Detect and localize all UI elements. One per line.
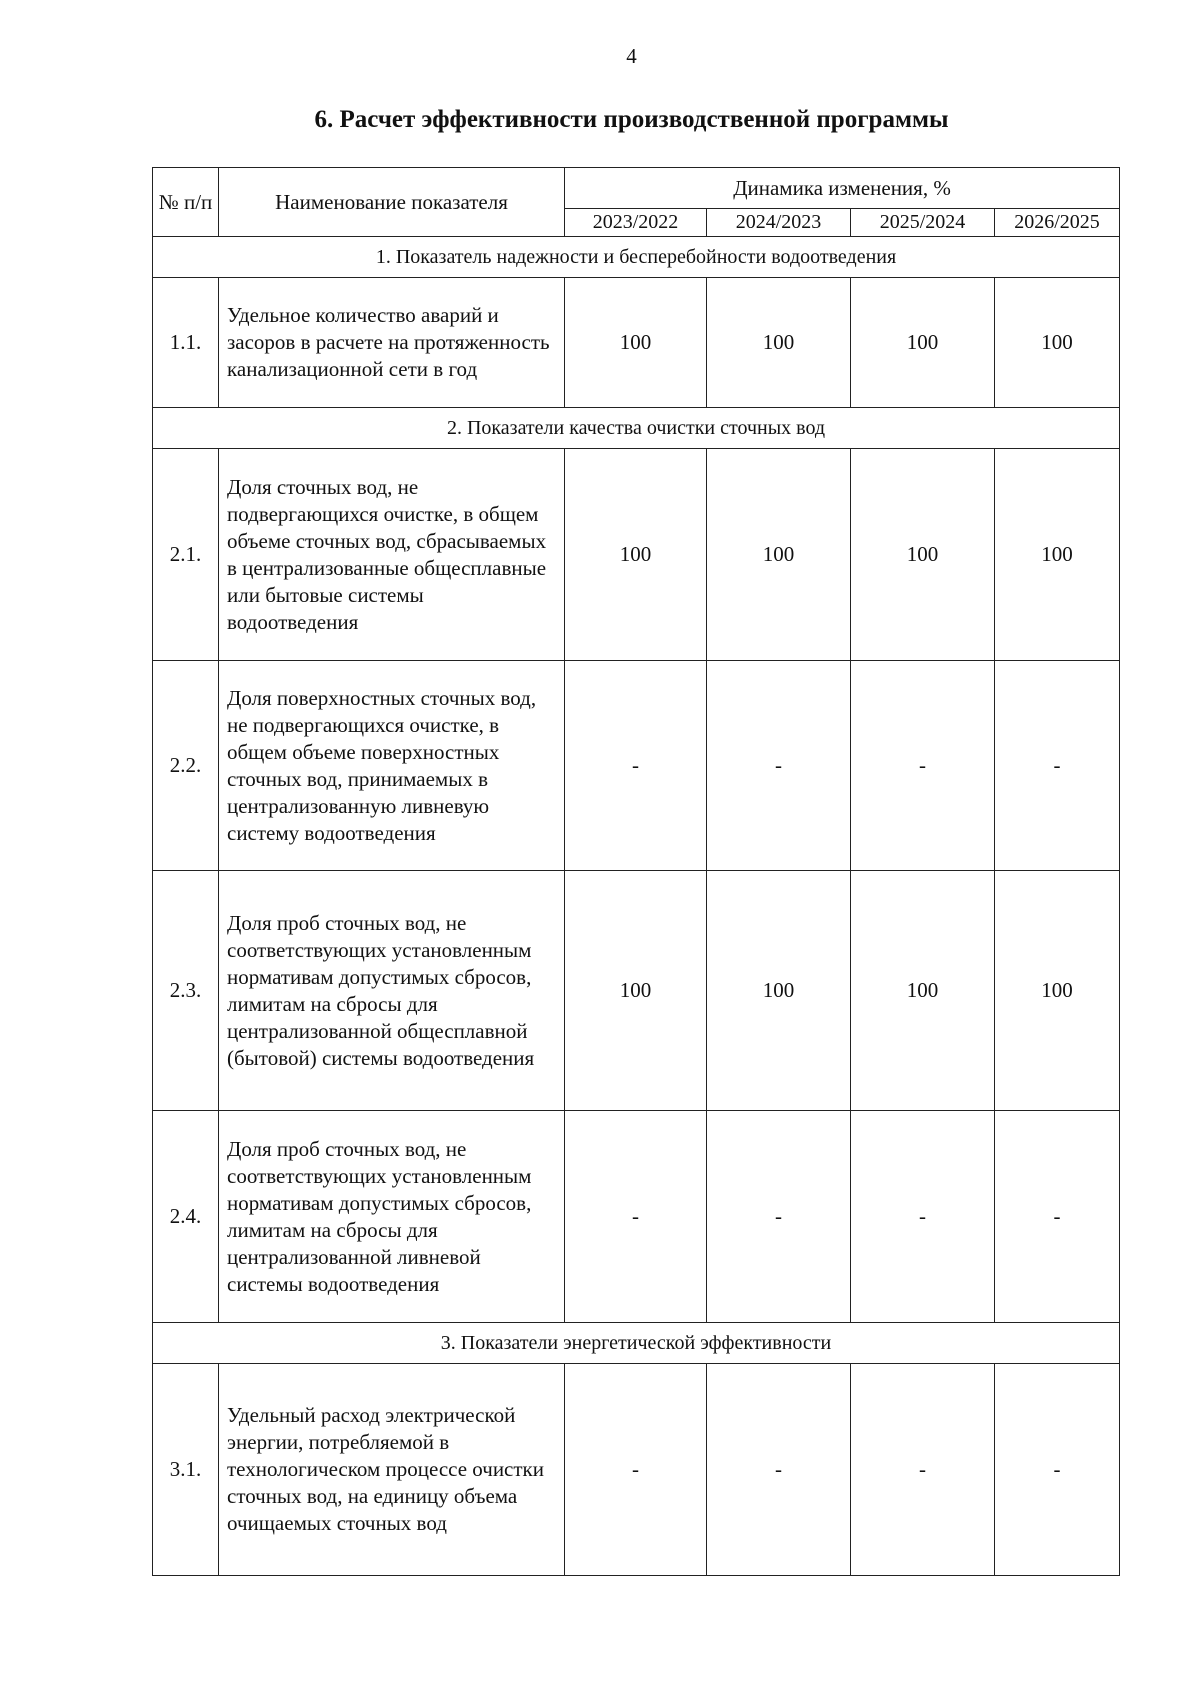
indicator-value: - [707, 1111, 851, 1323]
indicator-value: 100 [707, 449, 851, 661]
indicators-table [152, 167, 1120, 1576]
indicator-value: 100 [707, 871, 851, 1111]
indicator-value: 100 [851, 449, 995, 661]
indicator-value: 100 [565, 449, 707, 661]
indicator-name: Доля проб сточных вод, не соответствующих установленным нормативам допустимых сбросов, лимитам на сбросы для централизованной ливневой системы водоотведения [219, 1111, 565, 1323]
indicator-value: 100 [565, 278, 707, 408]
indicator-name: Доля сточных вод, не подвергающихся очистке, в общем объеме сточных вод, сбрасываемых в централизованные общесплавные или бытовые системы водоотведения [219, 449, 565, 661]
indicator-value: 100 [995, 449, 1120, 661]
indicator-value: - [851, 1364, 995, 1576]
row-number: 2.2. [153, 661, 219, 871]
table-row [153, 449, 1120, 661]
section-row [153, 408, 1120, 449]
row-number: 2.4. [153, 1111, 219, 1323]
indicator-name: Удельное количество аварий и засоров в расчете на протяженность канализационной сети в год [219, 278, 565, 408]
indicator-value: 100 [707, 278, 851, 408]
indicator-value: 100 [995, 278, 1120, 408]
indicator-value: - [565, 1364, 707, 1576]
column-header-year: 2024/2023 [707, 209, 851, 237]
indicator-value: 100 [851, 278, 995, 408]
indicator-name: Доля проб сточных вод, не соответствующих установленным нормативам допустимых сбросов, лимитам на сбросы для централизованной общесплавной (бытовой) системы водоотведения [219, 871, 565, 1111]
indicator-value: - [707, 661, 851, 871]
indicator-value: - [565, 661, 707, 871]
table-row [153, 1111, 1120, 1323]
section-row [153, 237, 1120, 278]
section-row [153, 1323, 1120, 1364]
indicator-value: - [995, 661, 1120, 871]
indicator-name: Удельный расход электрической энергии, потребляемой в технологическом процессе очистки сточных вод, на единицу объема очищаемых сточных вод [219, 1364, 565, 1576]
table-body [153, 168, 1120, 1576]
indicator-value: - [995, 1364, 1120, 1576]
row-number: 3.1. [153, 1364, 219, 1576]
column-header-number: № п/п [153, 168, 219, 237]
indicator-name: Доля поверхностных сточных вод, не подвергающихся очистке, в общем объеме поверхностных сточных вод, принимаемых в централизованную ливневую систему водоотведения [219, 661, 565, 871]
column-header-year: 2025/2024 [851, 209, 995, 237]
document-title: 6. Расчет эффективности производственной программы [314, 106, 949, 133]
indicator-value: - [851, 1111, 995, 1323]
header-row [153, 168, 1120, 209]
column-header-name: Наименование показателя [219, 168, 565, 237]
section-title: 3. Показатели энергетической эффективности [153, 1323, 1120, 1364]
indicator-value: - [995, 1111, 1120, 1323]
table-row [153, 278, 1120, 408]
indicator-value: 100 [851, 871, 995, 1111]
row-number: 1.1. [153, 278, 219, 408]
column-header-year: 2023/2022 [565, 209, 707, 237]
indicator-value: 100 [565, 871, 707, 1111]
indicator-value: 100 [995, 871, 1120, 1111]
table-row [153, 661, 1120, 871]
row-number: 2.1. [153, 449, 219, 661]
row-number: 2.3. [153, 871, 219, 1111]
column-header-dynamics: Динамика изменения, % [565, 168, 1120, 209]
page-number: 4 [626, 44, 637, 68]
section-title: 2. Показатели качества очистки сточных вод [153, 408, 1120, 449]
indicator-value: - [565, 1111, 707, 1323]
table-row [153, 1364, 1120, 1576]
table-row [153, 871, 1120, 1111]
indicator-value: - [707, 1364, 851, 1576]
section-title: 1. Показатель надежности и бесперебойности водоотведения [153, 237, 1120, 278]
indicator-value: - [851, 661, 995, 871]
column-header-year: 2026/2025 [995, 209, 1120, 237]
